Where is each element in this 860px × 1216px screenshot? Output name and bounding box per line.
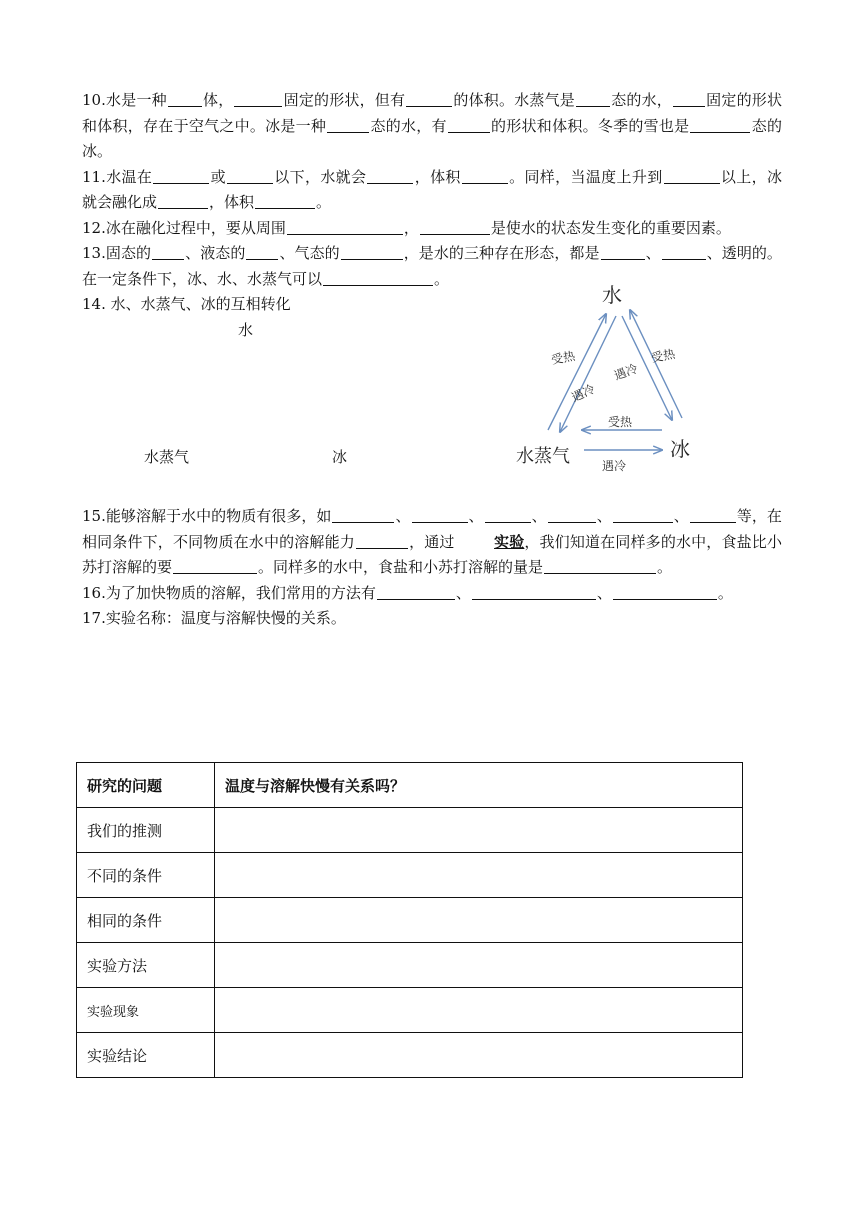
water-cycle-diagram [512,284,712,494]
q11-text: 11.水温在 [82,167,153,186]
q13-text: 、液态的 [185,244,246,262]
q15-separator: 、 [673,507,689,525]
q11-text: ，体积 [414,167,461,186]
answer-blank[interactable] [448,116,490,133]
question-15 [82,504,782,581]
answer-blank[interactable] [576,90,610,107]
answer-blank[interactable] [462,167,508,184]
q13-text: 、 [645,244,661,262]
table-row [77,763,743,808]
answer-blank[interactable] [662,243,706,260]
q15-text: 等，在相同条件下，不同物质在水中的溶解能力 [82,507,782,551]
table-row [77,808,743,853]
answer-blank[interactable] [153,167,209,184]
answer-blank[interactable] [472,583,596,600]
blank-diagram-ice-label: 冰 [332,448,348,466]
answer-blank[interactable] [173,557,257,574]
answer-blank[interactable] [601,243,645,260]
table-row-value[interactable] [215,943,743,988]
question-17-title [82,606,782,632]
answer-blank[interactable] [287,218,403,235]
q13-text: 。 [434,269,450,288]
answer-blank[interactable] [690,506,736,523]
table-row [77,898,743,943]
answer-blank[interactable] [690,116,750,133]
q12-text: 12.冰在融化过程中，要从周围 [82,218,286,237]
q15-separator: 、 [596,507,612,525]
q16-text: 16.为了加快物质的溶解，我们常用的方法有 [82,583,376,602]
table-row-value[interactable] [215,988,743,1033]
diagram-water-label: 水 [602,284,622,307]
table-row-value[interactable] [215,1033,743,1078]
q13-text: 、气态的 [279,244,340,262]
answer-blank[interactable] [327,116,369,133]
table-row [77,988,743,1033]
q15-separator: 、 [395,507,411,525]
table-row-label: 实验结论 [77,1033,215,1078]
answer-blank[interactable] [613,583,717,600]
answer-blank[interactable] [323,269,433,286]
q13-text: ，是水的三种存在形态，都是 [403,244,600,262]
q15-bold-answer: 实验 [494,532,525,551]
answer-blank[interactable] [246,243,278,260]
q11-text: 。同样，当温度上升到 [508,167,663,186]
q13-text: 13.固态的 [82,244,152,262]
q16-separator: 、 [596,583,612,602]
table-row-value[interactable] [215,853,743,898]
answer-blank[interactable] [158,192,208,209]
blank-diagram-water-label: 水 [238,321,254,339]
question-14 [82,284,782,504]
answer-blank[interactable] [485,506,531,523]
q10-text: 的形状和体积。冬季的雪也是 [490,116,690,135]
q15-text: ，通过 [408,532,455,551]
q15-text: 。 [657,558,673,576]
q10-text: 态的冰。 [82,116,782,160]
q16-separator: 、 [455,583,471,602]
table-row-label: 不同的条件 [77,853,215,898]
answer-blank[interactable] [367,167,413,184]
answer-blank[interactable] [234,90,282,107]
answer-blank[interactable] [548,506,596,523]
diagram-cool-label: 遇冷 [569,381,598,405]
q12-text: 是使水的状态发生变化的重要因素。 [490,218,731,237]
experiment-table [76,762,743,1078]
answer-blank[interactable] [664,167,720,184]
q10-text: 的体积。水蒸气是 [453,91,575,109]
diagram-cool-label: 遇冷 [602,459,627,473]
diagram-heat-label: 受热 [550,348,577,367]
answer-blank[interactable] [227,167,273,184]
table-row [77,943,743,988]
q11-text: ，体积 [209,193,255,211]
q11-text: 或 [210,167,226,186]
table-row [77,853,743,898]
diagram-cool-label: 遇冷 [612,361,640,383]
answer-blank[interactable] [412,506,468,523]
q15-text: 15.能够溶解于水中的物质有很多，如 [82,507,332,525]
answer-blank[interactable] [377,583,455,600]
q10-text: 体， [202,91,234,109]
q15-separator: 、 [468,507,484,525]
diagram-vapor-label: 水蒸气 [516,446,570,467]
q11-text: 以上，冰就会融化成 [82,167,782,211]
q10-text: 固定的形状和体积，存在于空气之中。冰是一种 [82,91,782,135]
question-10 [82,88,782,165]
answer-blank[interactable] [420,218,490,235]
q15-text: ，我们知道在同样多的水中，食盐比小苏打溶解的要 [82,532,782,576]
table-row-label: 实验方法 [77,943,215,988]
table-row-label: 实验现象 [77,988,215,1033]
blank-diagram-vapor-label: 水蒸气 [144,448,190,466]
q10-text: 态的水， [611,91,672,109]
table-row-label: 我们的推测 [77,808,215,853]
q10-text: 10.水是一种 [82,91,167,109]
table-row [77,1033,743,1078]
worksheet-page [82,88,782,632]
answer-blank[interactable] [332,506,394,523]
q12-text: ， [403,218,419,237]
table-row-value[interactable]: 温度与溶解快慢有关系吗？ [215,763,743,808]
q16-text: 。 [717,583,733,602]
q11-text: 以下，水就会 [273,167,367,186]
q13-text: 、透明的。在一定条件下，冰、水、水蒸气可以 [82,244,782,288]
answer-blank[interactable] [544,557,656,574]
table-row-value[interactable] [215,808,743,853]
diagram-heat-label: 受热 [650,346,677,365]
question-12 [82,216,782,242]
q15-text: 。同样多的水中，食盐和小苏打溶解的量是 [258,558,544,576]
diagram-heat-label: 受热 [608,415,633,429]
answer-blank[interactable] [673,90,705,107]
q10-text: 固定的形状，但有 [283,91,406,109]
question-11 [82,165,782,216]
table-row-value[interactable] [215,898,743,943]
q11-text: 。 [316,193,332,211]
answer-blank[interactable] [341,243,403,260]
q15-separator: 、 [531,507,547,525]
answer-blank[interactable] [255,192,315,209]
answer-blank[interactable] [152,243,184,260]
answer-blank[interactable] [356,532,408,549]
question-16 [82,581,782,607]
answer-blank[interactable] [168,90,202,107]
arrow-vapor-to-water [548,314,606,430]
diagram-ice-label: 冰 [670,437,690,461]
table-row-label: 相同的条件 [77,898,215,943]
q17-title-text: 17.实验名称：温度与溶解快慢的关系。 [82,609,346,627]
table-row-label: 研究的问题 [77,763,215,808]
answer-blank[interactable] [613,506,673,523]
q14-title: 14. 水、水蒸气、冰的互相转化 [82,295,291,313]
answer-blank[interactable] [406,90,452,107]
q10-text: 态的水，有 [370,116,447,135]
